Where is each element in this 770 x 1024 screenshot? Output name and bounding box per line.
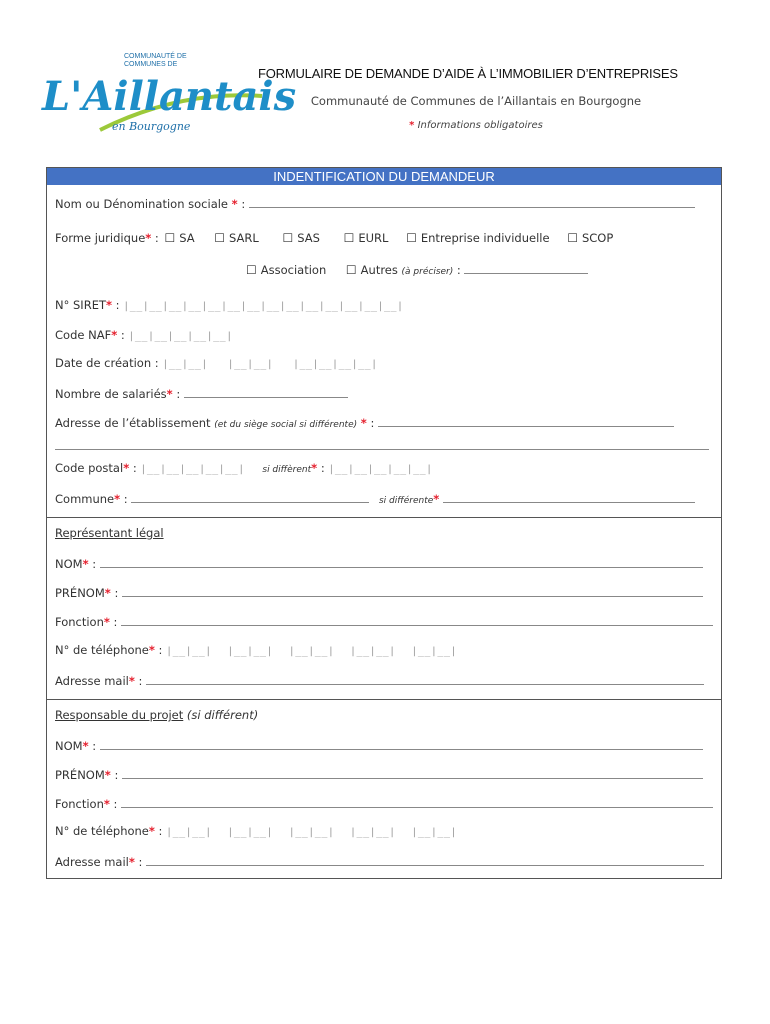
option-autres[interactable] bbox=[346, 263, 461, 277]
document-subtitle: Communauté de Communes de l’Aillantais en Bourgogne bbox=[310, 94, 642, 108]
colon: : bbox=[110, 768, 119, 782]
row-nom-denomination bbox=[55, 195, 695, 211]
adresse-hint: (et du siège social si différente) bbox=[214, 420, 358, 430]
separator bbox=[47, 699, 721, 700]
colon: : bbox=[172, 387, 181, 401]
row-adresse bbox=[55, 414, 674, 430]
colon: : bbox=[88, 739, 97, 753]
document-title: FORMULAIRE DE DEMANDE D’AIDE À L’IMMOBILIER D’ENTREPRISES bbox=[258, 66, 678, 81]
responsable-heading-text: Responsable du projet bbox=[55, 708, 184, 722]
required-star: * bbox=[114, 492, 121, 506]
code-postal-field[interactable]: |__|__|__|__|__| bbox=[140, 464, 245, 475]
row-resp-tel bbox=[55, 824, 457, 838]
colon: : bbox=[366, 416, 375, 430]
resp-nom-field[interactable] bbox=[100, 737, 703, 750]
logo-small-text-2: COMMUNES DE bbox=[124, 61, 178, 68]
mandatory-note bbox=[258, 120, 694, 131]
salaries-field[interactable] bbox=[184, 385, 348, 398]
resp-fonction-field[interactable] bbox=[121, 795, 713, 808]
logo-sub-text: en Bourgogne bbox=[112, 120, 191, 133]
required-star: * bbox=[166, 387, 173, 401]
required-star: * bbox=[128, 855, 135, 869]
option-eurl[interactable] bbox=[344, 231, 389, 245]
checkbox-association[interactable]: ☐ bbox=[246, 263, 257, 277]
row-resp-fonction bbox=[55, 795, 713, 811]
colon: : bbox=[317, 461, 325, 475]
label-resp-mail: Adresse mail bbox=[55, 855, 129, 869]
colon: : bbox=[109, 797, 118, 811]
colon: : bbox=[134, 674, 143, 688]
colon: : bbox=[154, 824, 163, 838]
option-label: SA bbox=[179, 231, 195, 245]
row-association-autres bbox=[246, 261, 588, 277]
naf-field[interactable]: |__|__|__|__|__| bbox=[128, 331, 233, 342]
date-month-field[interactable]: |__|__| bbox=[227, 359, 274, 370]
commune-alt-field[interactable] bbox=[443, 490, 695, 503]
label-commune: Commune bbox=[55, 492, 115, 506]
colon: : bbox=[109, 615, 118, 629]
row-code-postal bbox=[55, 461, 433, 475]
required-star: * bbox=[145, 231, 152, 245]
required-star: * bbox=[111, 328, 118, 342]
row-rep-fonction bbox=[55, 613, 713, 629]
row-salaries bbox=[55, 385, 348, 401]
resp-prenom-field[interactable] bbox=[122, 766, 703, 779]
colon: : bbox=[117, 328, 125, 342]
row-naf bbox=[55, 328, 233, 342]
colon: : bbox=[120, 492, 128, 506]
row-resp-mail bbox=[55, 853, 704, 869]
colon: : bbox=[88, 557, 97, 571]
colon: : bbox=[134, 855, 143, 869]
label-resp-nom: NOM bbox=[55, 739, 83, 753]
row-resp-nom bbox=[55, 737, 703, 753]
required-star: * bbox=[103, 797, 110, 811]
label-date-creation: Date de création : bbox=[55, 356, 163, 370]
row-rep-tel bbox=[55, 643, 457, 657]
label-code-postal-alt: si diffèrent bbox=[262, 465, 312, 475]
label-rep-tel: N° de téléphone bbox=[55, 643, 149, 657]
resp-tel-field-5[interactable]: |__|__| bbox=[411, 827, 457, 838]
required-star: * bbox=[128, 674, 135, 688]
label-nom-denomination: Nom ou Dénomination sociale bbox=[55, 197, 232, 211]
label-salaries: Nombre de salariés bbox=[55, 387, 167, 401]
date-year-field[interactable]: |__|__|__|__| bbox=[292, 359, 378, 370]
option-sas[interactable] bbox=[282, 231, 319, 245]
row-rep-prenom bbox=[55, 584, 703, 600]
rep-tel-field-2[interactable]: |__|__| bbox=[227, 646, 274, 657]
required-star: * bbox=[123, 461, 130, 475]
required-star: * bbox=[103, 615, 110, 629]
required-star: * bbox=[433, 492, 440, 506]
resp-tel-field-3[interactable]: |__|__| bbox=[288, 827, 335, 838]
required-star: * bbox=[82, 739, 89, 753]
checkbox-autres[interactable]: ☐ bbox=[345, 263, 357, 277]
resp-tel-field-2[interactable]: |__|__| bbox=[227, 827, 274, 838]
autres-field[interactable] bbox=[464, 261, 588, 274]
option-label: SCOP bbox=[581, 231, 614, 245]
required-star: * bbox=[148, 824, 155, 838]
required-star: * bbox=[148, 643, 155, 657]
logo-small-text-1: COMMUNAUTÉ DE bbox=[124, 53, 187, 60]
label-rep-prenom: PRÉNOM bbox=[55, 586, 105, 600]
rep-tel-field-3[interactable]: |__|__| bbox=[288, 646, 335, 657]
colon: : bbox=[154, 643, 163, 657]
adresse-field-line2[interactable] bbox=[55, 437, 709, 450]
separator bbox=[47, 517, 721, 518]
checkbox-eurl[interactable]: ☐ bbox=[343, 231, 355, 245]
option-label: SAS bbox=[297, 231, 320, 245]
label-resp-tel: N° de téléphone bbox=[55, 824, 149, 838]
row-adresse-line2 bbox=[55, 437, 709, 453]
option-sa[interactable] bbox=[164, 231, 194, 245]
row-date-creation bbox=[55, 356, 378, 370]
row-siret bbox=[55, 298, 404, 312]
resp-tel-field-1[interactable]: |__|__| bbox=[166, 827, 212, 838]
aillantais-logo bbox=[40, 50, 297, 138]
required-star: * bbox=[231, 197, 238, 211]
option-label: EURL bbox=[358, 231, 389, 245]
logo-main-text: L'Aillantais bbox=[42, 73, 297, 120]
option-entreprise-individuelle[interactable] bbox=[406, 231, 549, 245]
code-postal-alt-field[interactable]: |__|__|__|__|__| bbox=[328, 464, 433, 475]
option-label: SARL bbox=[229, 231, 259, 245]
rep-prenom-field[interactable] bbox=[122, 584, 703, 597]
label-resp-prenom: PRÉNOM bbox=[55, 768, 105, 782]
checkbox-sarl[interactable]: ☐ bbox=[214, 231, 226, 245]
option-scop[interactable] bbox=[567, 231, 613, 245]
representant-heading: Représentant légal bbox=[55, 526, 164, 540]
required-star: * bbox=[104, 768, 111, 782]
option-sarl[interactable] bbox=[214, 231, 259, 245]
label-rep-nom: NOM bbox=[55, 557, 83, 571]
responsable-heading-hint: (si différent) bbox=[186, 708, 259, 722]
label-siret: N° SIRET bbox=[55, 298, 106, 312]
label-resp-fonction: Fonction bbox=[55, 797, 104, 811]
colon: : bbox=[151, 231, 159, 245]
rep-mail-field[interactable] bbox=[146, 672, 704, 685]
checkbox-sas[interactable]: ☐ bbox=[282, 231, 294, 245]
option-label: Entreprise individuelle bbox=[420, 231, 550, 245]
label-code-postal: Code postal bbox=[55, 461, 124, 475]
required-star: * bbox=[105, 298, 112, 312]
siret-field[interactable]: |__|__|__|__|__|__|__|__|__|__|__|__|__|__| bbox=[123, 301, 404, 312]
date-day-field[interactable]: |__|__| bbox=[162, 359, 208, 370]
row-rep-nom bbox=[55, 555, 703, 571]
colon: : bbox=[112, 298, 120, 312]
checkbox-scop[interactable]: ☐ bbox=[567, 231, 578, 245]
required-star: * bbox=[360, 416, 367, 430]
checkbox-sa[interactable]: ☐ bbox=[164, 231, 176, 245]
colon: : bbox=[110, 586, 119, 600]
section-banner: INDENTIFICATION DU DEMANDEUR bbox=[47, 168, 721, 185]
colon: : bbox=[453, 263, 461, 277]
option-association[interactable] bbox=[246, 263, 326, 277]
resp-mail-field[interactable] bbox=[146, 853, 704, 866]
label-naf: Code NAF bbox=[55, 328, 112, 342]
responsable-heading bbox=[55, 708, 258, 722]
rep-nom-field[interactable] bbox=[100, 555, 703, 568]
colon: : bbox=[237, 197, 246, 211]
option-label: Autres bbox=[360, 263, 402, 277]
commune-field[interactable] bbox=[131, 490, 369, 503]
label-rep-fonction: Fonction bbox=[55, 615, 104, 629]
label-adresse: Adresse de l’établissement bbox=[55, 416, 215, 430]
required-star: * bbox=[82, 557, 89, 571]
option-label: Association bbox=[260, 263, 327, 277]
required-star: * bbox=[409, 120, 415, 131]
nom-denomination-field[interactable] bbox=[249, 195, 695, 208]
autres-hint: (à préciser) bbox=[401, 267, 454, 277]
mandatory-text: Informations obligatoires bbox=[414, 120, 543, 131]
resp-tel-field-4[interactable]: |__|__| bbox=[350, 827, 396, 838]
row-rep-mail bbox=[55, 672, 704, 688]
required-star: * bbox=[104, 586, 111, 600]
label-commune-alt: si différente bbox=[378, 496, 434, 506]
label-forme-juridique: Forme juridique bbox=[55, 231, 146, 245]
label-rep-mail: Adresse mail bbox=[55, 674, 129, 688]
row-commune bbox=[55, 490, 695, 506]
row-forme-juridique bbox=[55, 231, 613, 245]
required-star: * bbox=[311, 461, 318, 475]
colon: : bbox=[129, 461, 137, 475]
rep-tel-field-5[interactable]: |__|__| bbox=[411, 646, 457, 657]
rep-tel-field-1[interactable]: |__|__| bbox=[166, 646, 212, 657]
row-resp-prenom bbox=[55, 766, 703, 782]
rep-fonction-field[interactable] bbox=[121, 613, 713, 626]
adresse-field[interactable] bbox=[378, 414, 674, 427]
rep-tel-field-4[interactable]: |__|__| bbox=[350, 646, 396, 657]
checkbox-entreprise-individuelle[interactable]: ☐ bbox=[406, 231, 417, 245]
